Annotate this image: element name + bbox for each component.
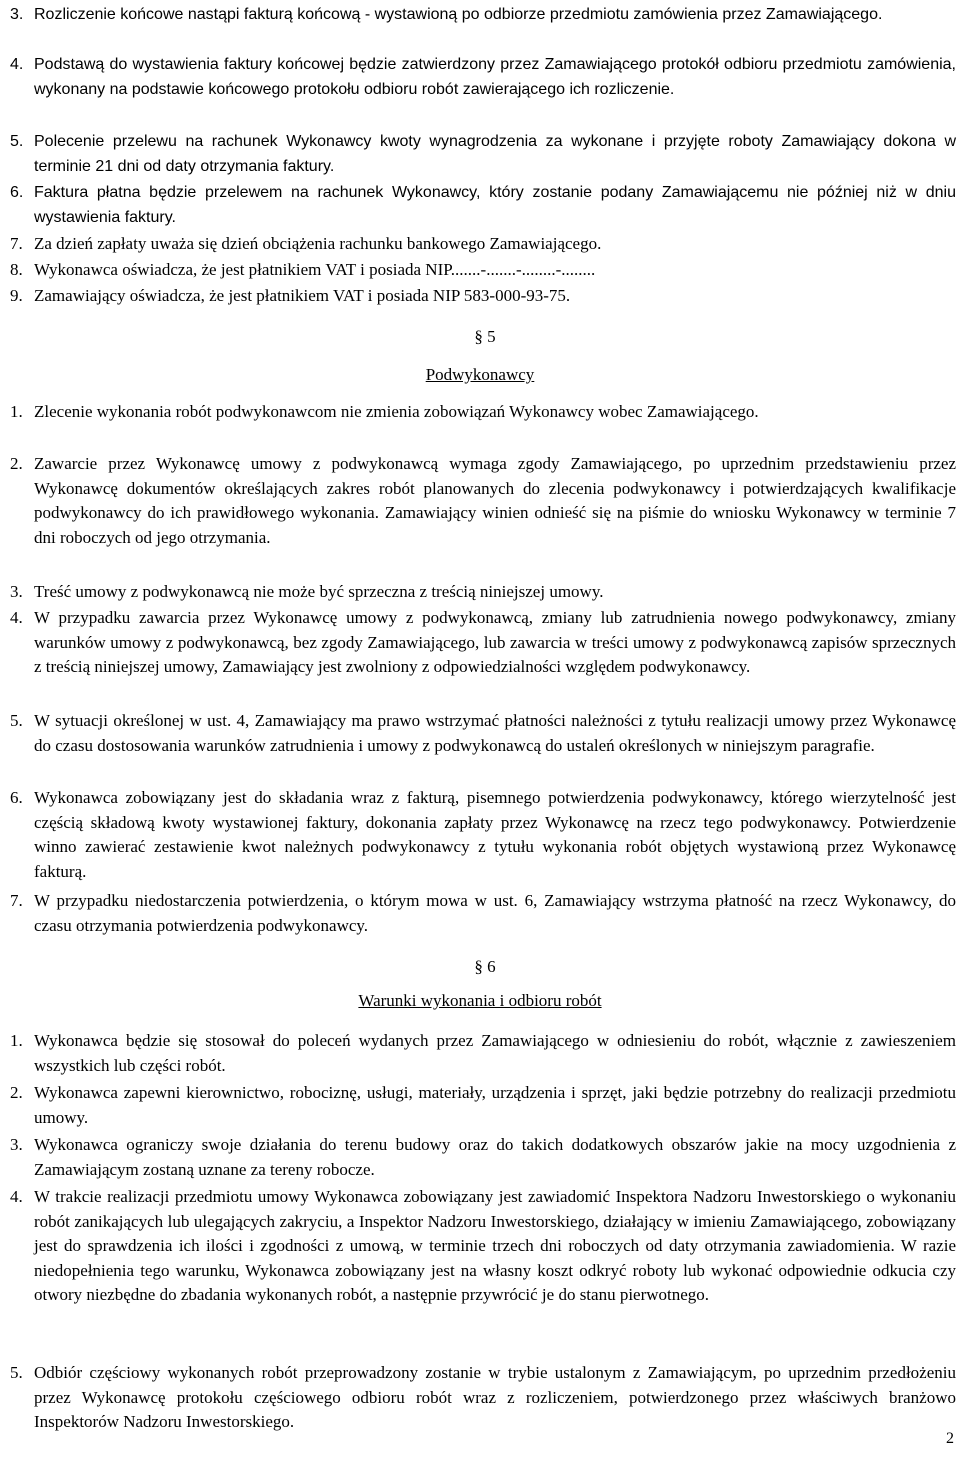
- list-item: [10, 3, 956, 28]
- section-symbol: § 5: [474, 327, 496, 346]
- item-text: Zlecenie wykonania robót podwykonawcom nie zmienia zobowiązań Wykonawcy wobec Zamawiającego.: [34, 402, 759, 421]
- list-item: [10, 452, 956, 550]
- item-number: 5.: [10, 133, 24, 150]
- list-item: [10, 258, 956, 283]
- item-number: 6.: [10, 184, 24, 201]
- item-number: 5.: [10, 711, 23, 730]
- item-text: Za dzień zapłaty uważa się dzień obciążenia rachunku bankowego Zamawiającego.: [34, 234, 602, 253]
- list-item: [10, 1133, 956, 1182]
- item-number: 5.: [10, 1363, 23, 1382]
- item-number: 7.: [10, 891, 23, 910]
- list-item: [10, 580, 956, 605]
- item-text: Treść umowy z podwykonawcą nie może być sprzeczna z treścią niniejszej umowy.: [34, 582, 604, 601]
- item-text: W przypadku zawarcia przez Wykonawcę umowy z podwykonawcą, zmiany lub zatrudnienia nowego podwykonawcy, zmiany warunków umowy z podwykonawcą, bez zgody Zamawiającego, lub zawarcia w treści umowy z podwykonawcą zapisów sprzecznych z treścią niniejszej umowy, Zamawiający jest zwolniony z odpowiedzialności względem podwykonawcy.: [34, 608, 956, 676]
- item-number: 4.: [10, 56, 24, 73]
- item-number: 3.: [10, 1135, 23, 1154]
- section-heading: [0, 325, 960, 387]
- list-item: [10, 1185, 956, 1308]
- item-text: W sytuacji określonej w ust. 4, Zamawiający ma prawo wstrzymać płatności należności z tytułu realizacji umowy przez Wykonawcę do czasu dostosowania warunków zatrudnienia i umowy z podwykonawcą do ustaleń określonych w niniejszym paragrafie.: [34, 711, 956, 755]
- item-number: 4.: [10, 1187, 23, 1206]
- item-number: 2.: [10, 1083, 23, 1102]
- item-text: Wykonawca ograniczy swoje działania do terenu budowy oraz do takich dodatkowych obszarów jakie na mocy uzgodnienia z Zamawiającym zostaną uznane za tereny robocze.: [34, 1135, 956, 1179]
- list-item: [10, 1029, 956, 1078]
- item-text: Polecenie przelewu na rachunek Wykonawcy kwoty wynagrodzenia za wykonane i przyjęte roboty Zamawiający dokona w terminie 21 dni od daty otrzymania faktury.: [34, 133, 956, 175]
- item-number: 6.: [10, 788, 23, 807]
- list-item: [10, 1081, 956, 1130]
- item-number: 3.: [10, 6, 24, 23]
- item-text: Zamawiający oświadcza, że jest płatnikiem VAT i posiada NIP 583-000-93-75.: [34, 286, 571, 305]
- item-text: Wykonawca zapewni kierownictwo, robociznę, usługi, materiały, urządzenia i sprzęt, jaki będzie potrzebny do realizacji przedmiotu umowy.: [34, 1083, 956, 1127]
- section-title: Warunki wykonania i odbioru robót: [358, 991, 602, 1010]
- item-number: 8.: [10, 260, 23, 279]
- item-text: Podstawą do wystawienia faktury końcowej będzie zatwierdzony przez Zamawiającego protokół odbioru przedmiotu zamówienia, wykonany na podstawie końcowego protokołu odbioru robót zawierającego ich rozliczenie.: [34, 56, 956, 98]
- item-text: Faktura płatna będzie przelewem na rachunek Wykonawcy, który zostanie podany Zamawiającemu nie później niż w dniu wystawienia faktury.: [34, 184, 956, 226]
- item-text: Wykonawca będzie się stosował do poleceń wydanych przez Zamawiającego w odniesieniu do robót, włącznie z zawieszeniem wszystkich lub części robót.: [34, 1031, 956, 1075]
- list-item: [10, 786, 956, 884]
- item-text: Zawarcie przez Wykonawcę umowy z podwykonawcą wymaga zgody Zamawiającego, po uprzednim przedstawieniu przez Wykonawcę dokumentów określających zakres robót planowanych do zlecenia podwykonawcy i potwierdzających kwalifikacje podwykonawcy do ich prawidłowego wykonania. Zamawiający winien odnieść się na piśmie do wniosku Wykonawcy w terminie 7 dni roboczych od jego otrzymania.: [34, 454, 956, 547]
- page-number: 2: [946, 1430, 954, 1447]
- list-item: [10, 400, 956, 425]
- item-number: 2.: [10, 454, 23, 473]
- item-text: Wykonawca zobowiązany jest do składania wraz z fakturą, pisemnego potwierdzenia podwykonawcy, którego wierzytelność jest częścią składową kwoty wystawionej faktury, dokonania zapłaty przez Wykonawcę na rzecz tego podwykonawcy. Potwierdzenie winno zawierać zestawienie kwot należnych podwykonawcy z tytułu wykonania robót objętych wystawioną przez Wykonawcę fakturą.: [34, 788, 956, 881]
- item-number: 4.: [10, 608, 23, 627]
- section-symbol: § 6: [474, 957, 496, 976]
- list-item: [10, 889, 956, 938]
- item-number: 3.: [10, 582, 23, 601]
- list-item: [10, 1361, 956, 1435]
- section-title: Podwykonawcy: [425, 365, 535, 384]
- item-number: 7.: [10, 234, 23, 253]
- item-text: Rozliczenie końcowe nastąpi fakturą końcową - wystawioną po odbiorze przedmiotu zamówienia przez Zamawiającego.: [34, 6, 883, 23]
- list-item: [10, 181, 956, 230]
- item-text: Wykonawca oświadcza, że jest płatnikiem VAT i posiada NIP.......-.......-........-........: [34, 260, 596, 279]
- list-item: [10, 232, 956, 257]
- list-item: [10, 130, 956, 179]
- list-item: [10, 709, 956, 758]
- item-number: 9.: [10, 286, 23, 305]
- list-item: [10, 53, 956, 102]
- item-text: W przypadku niedostarczenia potwierdzenia, o którym mowa w ust. 6, Zamawiający wstrzyma płatność na rzecz Wykonawcy, do czasu otrzymania potwierdzenia podwykonawcy.: [34, 891, 956, 935]
- list-item: [10, 606, 956, 680]
- item-text: Odbiór częściowy wykonanych robót przeprowadzony zostanie w trybie ustalonym z Zamawiającym, po uprzednim przedłożeniu przez Wykonawcę protokołu częściowego odbioru robót wraz z rozliczeniem, potwierdzonego przez właściwych branżowo Inspektorów Nadzoru Inwestorskiego.: [34, 1363, 956, 1431]
- item-text: W trakcie realizacji przedmiotu umowy Wykonawca zobowiązany jest zawiadomić Inspektora Nadzoru Inwestorskiego o wykonaniu robót zanikających lub ulegających zakryciu, a Inspektor Nadzoru Inwestorskiego, działający w imieniu Zamawiającego, zobowiązany jest do sprawdzenia ich ilości i zgodności z umową, w terminie trzech dni roboczych od daty otrzymania zawiadomienia. W razie niedopełnienia tego warunku, Wykonawca zobowiązany jest na własny koszt odkryć roboty lub wykonać odpowiednie odkucia czy otwory niezbędne do zbadania wykonanych robót, a następnie przywrócić je do stanu pierwotnego.: [34, 1187, 956, 1304]
- item-number: 1.: [10, 1031, 23, 1050]
- list-item: [10, 284, 956, 309]
- item-number: 1.: [10, 402, 23, 421]
- section-heading: [0, 955, 960, 1013]
